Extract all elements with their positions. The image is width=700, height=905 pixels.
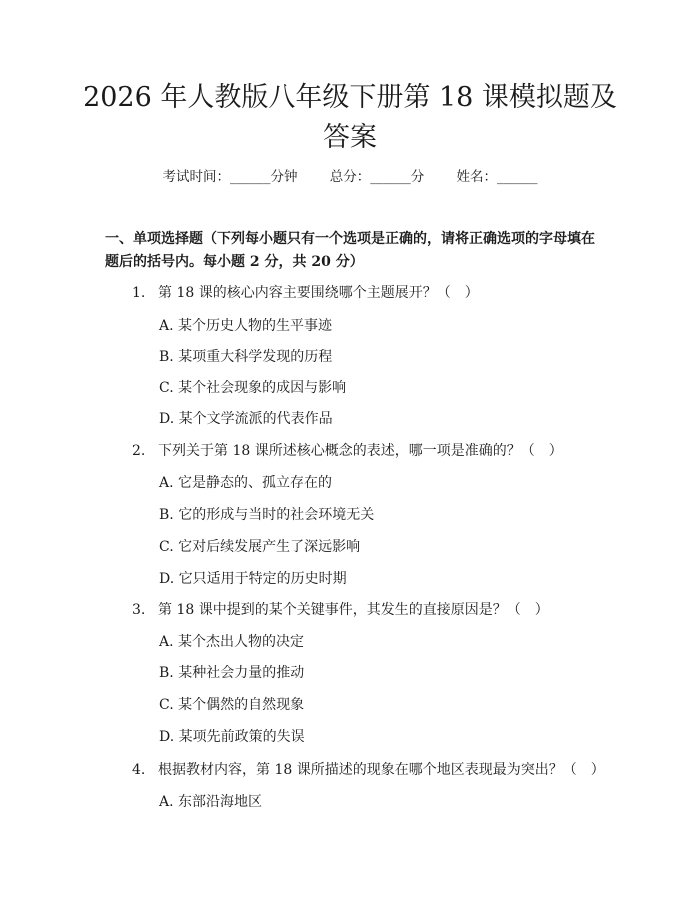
- question-number: 1.: [132, 285, 146, 301]
- question-text: 根据教材内容，第 18 课所描述的现象在哪个地区表现最为突出？（ ）: [158, 762, 605, 778]
- question-number: 3.: [132, 602, 146, 618]
- name-field: 姓名：______: [456, 169, 538, 185]
- question-number: 2.: [132, 443, 146, 459]
- question-text: 下列关于第 18 课所述核心概念的表述，哪一项是准确的？（ ）: [158, 443, 563, 459]
- question-1-option-a: A. 某个历史人物的生平事迹: [159, 318, 333, 334]
- question-1-option-b: B. 某项重大科学发现的历程: [159, 349, 333, 365]
- question-number: 4.: [132, 762, 146, 778]
- question-2-option-a: A. 它是静态的、孤立存在的: [159, 475, 333, 491]
- question-4-option-a: A. 东部沿海地区: [159, 794, 263, 810]
- question-3-option-d: D. 某项先前政策的失误: [159, 729, 305, 745]
- document-title: 2026 年人教版八年级下册第 18 课模拟题及答案: [83, 82, 617, 153]
- total-score-field: 总分：______分: [329, 169, 425, 185]
- section-heading: 一、单项选择题（下列每小题只有一个选项是正确的，请将正确选项的字母填在题后的括号内。每小题 2 分，共 20 分）: [105, 231, 595, 270]
- question-2-option-c: C. 它对后续发展产生了深远影响: [159, 539, 361, 555]
- question-text: 第 18 课中提到的某个关键事件，其发生的直接原因是？（ ）: [158, 602, 549, 618]
- question-2: [132, 441, 563, 461]
- question-text: 第 18 课的核心内容主要围绕哪个主题展开？（ ）: [158, 285, 479, 301]
- exam-meta: [0, 167, 700, 187]
- question-2-option-d: D. 它只适用于特定的历史时期: [159, 571, 347, 587]
- question-2-option-b: B. 它的形成与当时的社会环境无关: [159, 507, 375, 523]
- question-3: [132, 600, 549, 620]
- question-1: [132, 283, 479, 303]
- question-3-option-a: A. 某个杰出人物的决定: [159, 634, 305, 650]
- question-1-option-c: C. 某个社会现象的成因与影响: [159, 380, 347, 396]
- question-3-option-b: B. 某种社会力量的推动: [159, 665, 305, 681]
- question-1-option-d: D. 某个文学流派的代表作品: [159, 411, 333, 427]
- question-3-option-c: C. 某个偶然的自然现象: [159, 697, 305, 713]
- exam-time-field: 考试时间：______分钟: [162, 169, 298, 185]
- question-4: [132, 760, 605, 780]
